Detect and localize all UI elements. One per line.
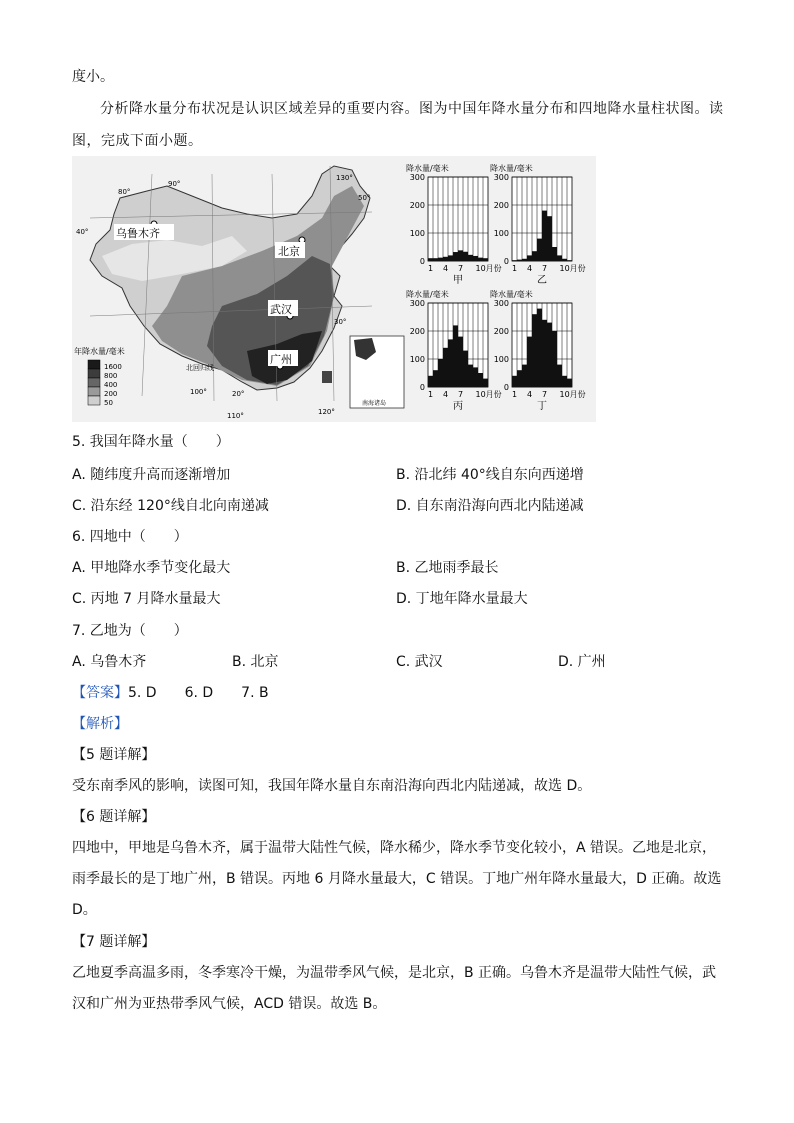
chart-2-ylabel: 降水量/毫米: [406, 290, 449, 299]
chart-0-ytick-3: 300: [409, 173, 425, 182]
intro-paragraph-line2: 图，完成下面小题。: [72, 133, 203, 149]
chart-3-ytick-3: 300: [493, 299, 509, 308]
chart-0-bar-10: [473, 256, 478, 261]
chart-1-bar-1: [512, 260, 517, 261]
lon-label-100: 100°: [190, 388, 207, 396]
chart-1-ytick-2: 200: [493, 201, 509, 210]
q6-option-a[interactable]: A. 甲地降水季节变化最大: [72, 560, 231, 576]
legend-value-50: 50: [104, 399, 113, 407]
chart-2-ytick-2: 200: [409, 327, 425, 336]
chart-1-bar-8: [547, 216, 552, 261]
lon-label-90: 90°: [168, 180, 181, 188]
chart-0-bar-5: [448, 255, 453, 261]
chart-3-ytick-1: 100: [493, 355, 509, 364]
chart-1-ytick-0: 0: [503, 257, 509, 266]
chart-3-ytick-0: 0: [503, 383, 509, 392]
chart-3-ylabel: 降水量/毫米: [490, 290, 533, 299]
legend-value-200: 200: [104, 390, 118, 398]
q5-stem: 5. 我国年降水量（ ）: [72, 434, 230, 450]
q6-option-d[interactable]: D. 丁地年降水量最大: [396, 591, 528, 607]
previous-text-tail: 度小。: [72, 69, 114, 85]
intro-paragraph-line1: 分析降水量分布状况是认识区域差异的重要内容。图为中国年降水量分布和四地降水量柱状图。读: [100, 101, 724, 117]
precipitation-figure: [72, 156, 596, 422]
chart-1-bar-5: [532, 251, 537, 261]
figure-svg: [72, 156, 596, 422]
chart-0-name: 甲: [453, 275, 463, 286]
q5-option-a[interactable]: A. 随纬度升高而逐渐增加: [72, 467, 231, 483]
chart-1-name: 乙: [537, 275, 547, 286]
legend-value-1600: 1600: [104, 363, 122, 371]
legend-swatch-200: [88, 387, 100, 396]
chart-3-bar-7: [542, 320, 547, 387]
chart-0-ylabel: 降水量/毫米: [406, 164, 449, 173]
chart-3-bar-9: [552, 331, 557, 387]
chart-2-bar-11: [478, 373, 483, 387]
chart-3-xtick-0: 1: [511, 390, 518, 399]
chart-0-ytick-1: 100: [409, 229, 425, 238]
chart-3-xtick-1: 4: [526, 390, 533, 399]
legend-value-400: 400: [104, 381, 118, 389]
q6-option-b[interactable]: B. 乙地雨季最长: [396, 560, 499, 576]
chart-1-bar-12: [567, 260, 572, 261]
chart-0-bar-9: [468, 255, 473, 261]
chart-0-bar-3: [438, 258, 443, 261]
chart-1-bar-10: [557, 255, 562, 261]
lon-label-110: 110°: [227, 412, 244, 420]
chart-2-bar-4: [443, 348, 448, 387]
chart-2-xtick-0: 1: [427, 390, 434, 399]
chart-3-bar-2: [517, 370, 522, 387]
chart-1-bar-3: [522, 259, 527, 261]
chart-1-bar-4: [527, 255, 532, 261]
q5-option-c[interactable]: C. 沿东经 120°线自北向南递减: [72, 498, 269, 514]
answer-line: [72, 682, 269, 702]
d7-line2: 汉和广州为亚热带季风气候，ACD 错误。故选 B。: [72, 996, 387, 1012]
chart-3-bar-11: [562, 376, 567, 387]
legend-swatch-50: [88, 396, 100, 405]
q7-option-c[interactable]: C. 武汉: [396, 654, 443, 670]
chart-0-bar-7: [458, 250, 463, 261]
legend-value-800: 800: [104, 372, 118, 380]
chart-3-bar-8: [547, 323, 552, 387]
d7-line1: 乙地夏季高温多雨，冬季寒冷干燥，为温带季风气候，是北京，B 正确。乌鲁木齐是温带大陆性气候，武: [72, 965, 717, 981]
chart-1-ytick-3: 300: [493, 173, 509, 182]
chart-2-bar-2: [433, 370, 438, 387]
legend-swatch-1600: [88, 360, 100, 369]
chart-2-xtick-3: 10月份: [475, 390, 502, 399]
tropic-label: 北回归线: [186, 364, 214, 372]
d6-line3: D。: [72, 902, 97, 918]
legend: [88, 360, 122, 407]
chart-1-bar-7: [542, 211, 547, 261]
chart-3-bar-5: [532, 314, 537, 387]
chart-2-bar-5: [448, 339, 453, 387]
china-map: [74, 166, 404, 420]
city-label-wuhan: 武汉: [270, 303, 292, 316]
chart-3-ytick-2: 200: [493, 327, 509, 336]
q7-stem: 7. 乙地为（ ）: [72, 623, 188, 639]
chart-2-xtick-2: 7: [457, 390, 464, 399]
q7-option-b[interactable]: B. 北京: [232, 654, 279, 670]
legend-swatch-400: [88, 378, 100, 387]
chart-1-xtick-2: 7: [541, 264, 548, 273]
chart-2-bar-6: [453, 325, 458, 387]
chart-0-xtick-2: 7: [457, 264, 464, 273]
q6-stem: 6. 四地中（ ）: [72, 529, 188, 545]
chart-0-bar-2: [433, 258, 438, 261]
lat-label-30: 30°: [334, 318, 347, 326]
lon-label-80: 80°: [118, 188, 131, 196]
chart-2-bar-12: [483, 379, 488, 387]
answer-label: 【答案】: [72, 685, 128, 701]
chart-0-bar-4: [443, 257, 448, 261]
chart-1-bar-2: [517, 260, 522, 261]
chart-2-ytick-3: 300: [409, 299, 425, 308]
chart-3-xtick-3: 10月份: [559, 390, 586, 399]
chart-0-xtick-3: 10月份: [475, 264, 502, 273]
chart-2-bar-9: [468, 365, 473, 387]
chart-0-bar-1: [428, 258, 433, 261]
chart-3-bar-12: [567, 379, 572, 387]
lon-label-120: 120°: [318, 408, 335, 416]
chart-1-xtick-3: 10月份: [559, 264, 586, 273]
q7-option-a[interactable]: A. 乌鲁木齐: [72, 654, 147, 670]
city-label-urumqi: 乌鲁木齐: [116, 227, 160, 240]
chart-1-bar-9: [552, 247, 557, 261]
chart-3-name: 丁: [537, 401, 547, 412]
chart-3-xtick-2: 7: [541, 390, 548, 399]
chart-2-ytick-1: 100: [409, 355, 425, 364]
lat-label-50: 50°: [358, 194, 371, 202]
chart-2-name: 丙: [453, 401, 463, 412]
city-label-beijing: 北京: [278, 245, 300, 258]
chart-2-bar-3: [438, 359, 443, 387]
chart-3-bar-3: [522, 365, 527, 387]
q7-option-d[interactable]: D. 广州: [558, 654, 606, 670]
chart-0-ytick-2: 200: [409, 201, 425, 210]
city-label-guangzhou: 广州: [270, 353, 292, 366]
lon-label-130: 130°: [336, 174, 353, 182]
inset-label: 南海诸岛: [362, 400, 387, 407]
chart-2-xtick-1: 4: [442, 390, 449, 399]
chart-3-bar-4: [527, 337, 532, 387]
d5-line1: 受东南季风的影响，读图可知，我国年降水量自东南沿海向西北内陆递减，故选 D。: [72, 778, 592, 794]
chart-1-ytick-1: 100: [493, 229, 509, 238]
taiwan-island: [322, 371, 332, 383]
d6-line1: 四地中，甲地是乌鲁木齐，属于温带大陆性气候，降水稀少，降水季节变化较小，A 错误。乙地是北京，: [72, 840, 717, 856]
chart-0-xtick-0: 1: [427, 264, 434, 273]
d5-heading: 【5 题详解】: [72, 747, 156, 763]
q6-option-c[interactable]: C. 丙地 7 月降水量最大: [72, 591, 221, 607]
chart-0-bar-8: [463, 252, 468, 261]
legend-swatch-800: [88, 369, 100, 378]
chart-0-bar-6: [453, 252, 458, 261]
chart-2-bar-7: [458, 337, 463, 387]
q5-option-b[interactable]: B. 沿北纬 40°线自东向西递增: [396, 467, 584, 483]
answer-values: 5. D 6. D 7. B: [128, 685, 269, 701]
analysis-label: 【解析】: [72, 716, 128, 732]
lat-label-40: 40°: [76, 228, 89, 236]
chart-1-ylabel: 降水量/毫米: [490, 164, 533, 173]
d6-heading: 【6 题详解】: [72, 809, 156, 825]
lat-label-20: 20°: [232, 390, 245, 398]
q5-option-d[interactable]: D. 自东南沿海向西北内陆递减: [396, 498, 584, 514]
d7-heading: 【7 题详解】: [72, 934, 156, 950]
bar-charts: [406, 163, 586, 412]
legend-title: 年降水量/毫米: [74, 347, 125, 356]
chart-0-bar-12: [483, 258, 488, 261]
chart-1-xtick-0: 1: [511, 264, 518, 273]
chart-3-bar-10: [557, 365, 562, 387]
chart-3-bar-1: [512, 376, 517, 387]
chart-2-bar-10: [473, 367, 478, 387]
chart-2-ytick-0: 0: [419, 383, 425, 392]
chart-0-bar-11: [478, 258, 483, 261]
chart-0-xtick-1: 4: [442, 264, 449, 273]
chart-3-bar-6: [537, 309, 542, 387]
d6-line2: 雨季最长的是丁地广州，B 错误。丙地 6 月降水量最大，C 错误。丁地广州年降水量最大，D 正确。故选: [72, 871, 722, 887]
chart-2-bar-8: [463, 351, 468, 387]
chart-2-bar-1: [428, 376, 433, 387]
chart-1-bar-6: [537, 239, 542, 261]
chart-0-ytick-0: 0: [419, 257, 425, 266]
chart-1-xtick-1: 4: [526, 264, 533, 273]
chart-1-bar-11: [562, 259, 567, 261]
